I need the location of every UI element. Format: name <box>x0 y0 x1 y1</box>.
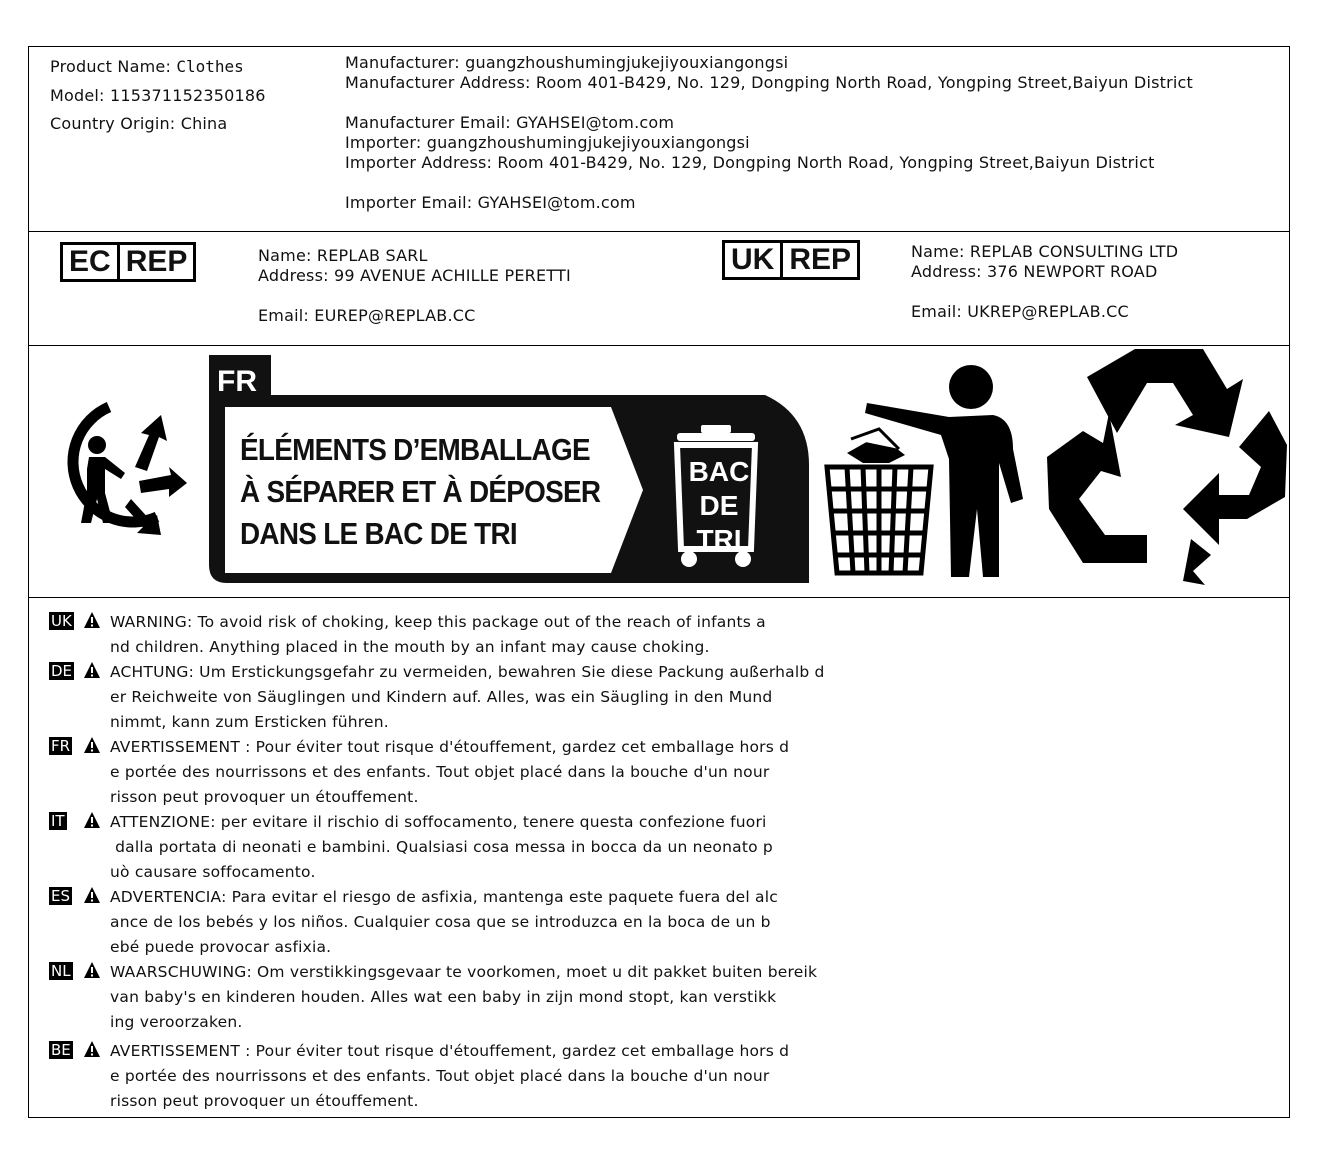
importer-email: Importer Email: GYAHSEI@tom.com <box>345 193 636 212</box>
product-name-label: Product Name: <box>50 57 172 76</box>
triman-line3: DANS LE BAC DE TRI <box>240 516 517 551</box>
triman-country: FR <box>217 365 257 398</box>
warning-text-nl: WAARSCHUWING: Om verstikkingsgevaar te voorkomen, moet u dit pakket buiten bereik van baby's en kinderen houden. Alles wat een baby in zijn mond stopt, kan verstikk ing veroorzaken. <box>110 963 818 1031</box>
flag-es: ES <box>51 887 70 905</box>
warning-text-it: ATTENZIONE: per evitare il rischio di soffocamento, tenere questa confezione fuori dalla portata di neonati e bambini. Qualsiasi cosa messa in bocca da un neonato p uò causare soffocamento. <box>110 813 773 881</box>
bin-line1: BAC <box>688 456 750 487</box>
flag-fr: FR <box>51 737 71 755</box>
importer-name: Importer: guangzhoushumingjukejiyouxiangongsi <box>345 133 750 152</box>
product-name-value: Clothes <box>176 57 244 76</box>
manufacturer-address: Manufacturer Address: Room 401-B429, No. 129, Dongping North Road, Yongping Street,Baiyun District <box>345 73 1194 92</box>
triman-line1: ÉLÉMENTS D’EMBALLAGE <box>240 432 590 467</box>
warning-text-fr: AVERTISSEMENT : Pour éviter tout risque d'étouffement, gardez cet emballage hors d e portée des nourrissons et des enfants. Tout objet placé dans la bouche d'un nour risson peut provoquer un étouffement. <box>110 738 790 806</box>
warning-triangle-icon <box>83 736 101 754</box>
warning-triangle-icon <box>83 961 101 979</box>
warning-text-es: ADVERTENCIA: Para evitar el riesgo de asfixia, mantenga este paquete fuera del alc ance de los bebés y los niños. Cualquier cosa que se introduzca en la boca de un b ebé puede provocar asfixia. <box>110 888 778 956</box>
flag-uk: UK <box>51 612 72 630</box>
triman-icon <box>39 395 189 535</box>
product-name <box>50 57 244 77</box>
triman-line2: À SÉPARER ET À DÉPOSER <box>240 474 601 509</box>
ec-rep-badge <box>60 242 196 282</box>
warning-triangle-icon <box>83 811 101 829</box>
uk-rep-address: Address: 376 NEWPORT ROAD <box>911 262 1158 281</box>
ec-rep-text: REP <box>125 245 188 278</box>
country-origin <box>50 114 227 134</box>
manufacturer-name: Manufacturer: guangzhoushumingjukejiyouxiangongsi <box>345 53 789 72</box>
model <box>50 86 266 106</box>
ec-rep-address: Address: 99 AVENUE ACHILLE PERETTI <box>258 266 571 285</box>
flag-it: IT <box>51 812 65 830</box>
bin-line2: DE <box>699 490 739 521</box>
representatives-section <box>29 231 1289 346</box>
warning-text-uk: WARNING: To avoid risk of choking, keep this package out of the reach of infants a nd children. Anything placed in the mouth by an infant may cause choking. <box>110 613 766 656</box>
uk-rep-email: Email: UKREP@REPLAB.CC <box>911 302 1129 321</box>
model-value: 115371152350186 <box>109 86 266 105</box>
manufacturer-email: Manufacturer Email: GYAHSEI@tom.com <box>345 113 675 132</box>
triman-message <box>240 429 600 555</box>
origin-value: China <box>180 114 228 133</box>
flag-be: BE <box>51 1041 71 1059</box>
ec-rep-email: Email: EUREP@REPLAB.CC <box>258 306 476 325</box>
uk-code: UK <box>725 243 783 277</box>
flag-nl: NL <box>51 962 71 980</box>
warning-triangle-icon <box>83 611 101 629</box>
origin-label: Country Origin: <box>50 114 176 133</box>
bin-label <box>687 455 751 557</box>
recycle-icon <box>1043 349 1289 589</box>
compliance-label <box>28 46 1290 1118</box>
model-label: Model: <box>50 86 105 105</box>
uk-rep-badge <box>722 240 860 280</box>
recycling-section <box>29 345 1289 598</box>
tidy-man-icon <box>823 359 1033 581</box>
ec-code: EC <box>63 245 120 279</box>
uk-rep-text: REP <box>789 243 852 276</box>
warning-triangle-icon <box>83 1040 101 1058</box>
warning-triangle-icon <box>83 661 101 679</box>
warnings-section <box>29 597 1289 1119</box>
warning-text-de: ACHTUNG: Um Erstickungsgefahr zu vermeiden, bewahren Sie diese Packung außerhalb d er Reichweite von Säuglingen und Kindern auf. Alles, was ein Säugling in den Mund nimmt, kann zum Ersticken führen. <box>110 663 825 731</box>
product-info-section <box>29 47 1289 232</box>
importer-address: Importer Address: Room 401-B429, No. 129, Dongping North Road, Yongping Street,Baiyun District <box>345 153 1155 172</box>
bin-line3: TRI <box>696 524 742 555</box>
flag-de: DE <box>51 662 73 680</box>
warning-text-be: AVERTISSEMENT : Pour éviter tout risque d'étouffement, gardez cet emballage hors d e portée des nourrissons et des enfants. Tout objet placé dans la bouche d'un nour risson peut provoquer un étouffement. <box>110 1042 790 1110</box>
uk-rep-name: Name: REPLAB CONSULTING LTD <box>911 242 1179 261</box>
ec-rep-name: Name: REPLAB SARL <box>258 246 428 265</box>
warning-triangle-icon <box>83 886 101 904</box>
